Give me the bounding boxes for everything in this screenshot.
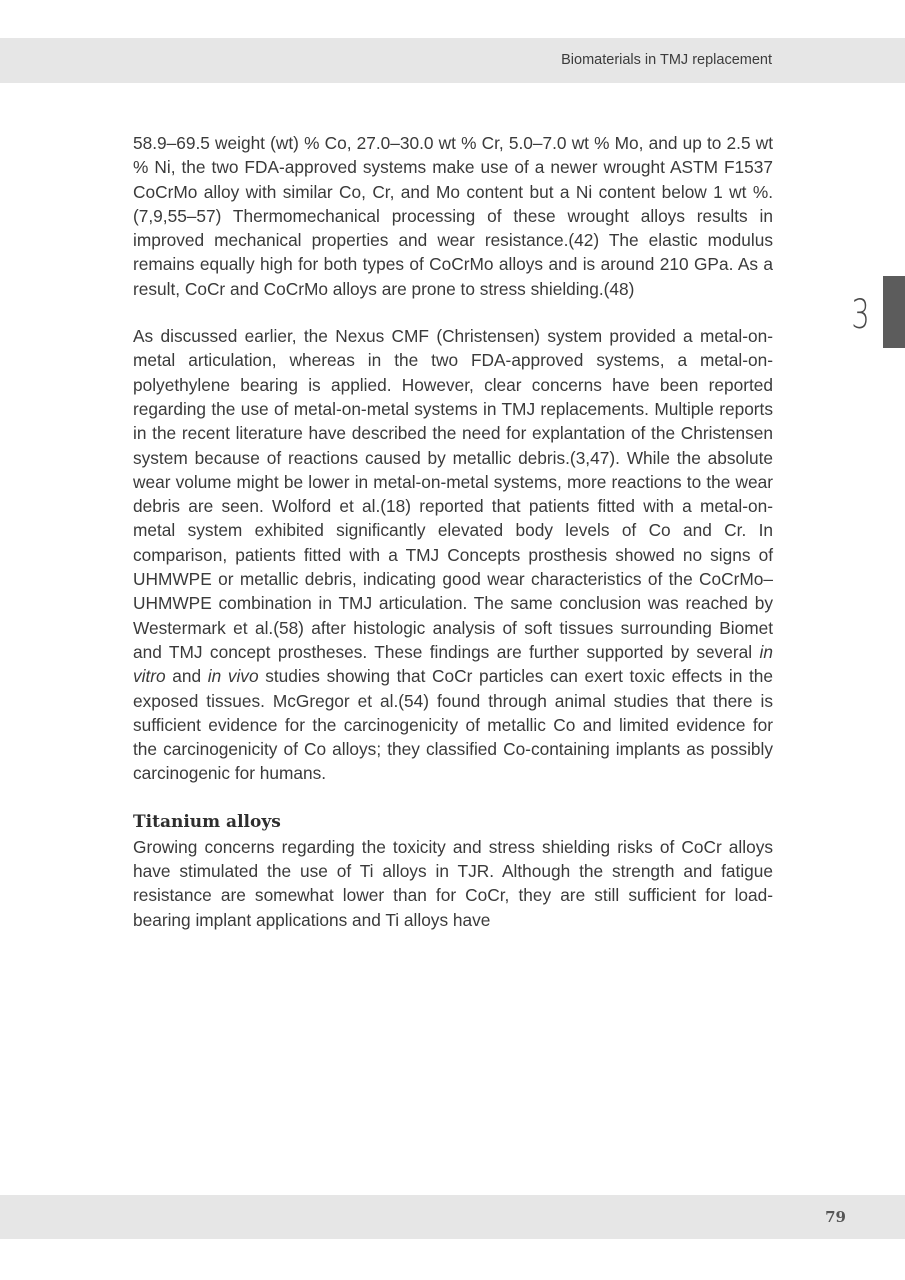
chapter-tab	[883, 276, 905, 348]
paragraph-2	[133, 324, 773, 786]
paragraph-2-part-3: studies showing that CoCr particles can exert toxic effects in the exposed tissues. McGregor et al.(54) found through animal studies that there is sufficient evidence for the carcinogenicity of metallic Co and limited evidence for the carcinogenicity of Co alloys; they classified Co-containing implants as possibly carcinogenic for humans.	[133, 666, 774, 784]
body-text	[133, 131, 773, 932]
paragraph-2-part-1: As discussed earlier, the Nexus CMF (Christensen) system provided a metal-on-metal articulation, whereas in the two FDA-approved systems, a metal-on-polyethylene bearing is applied. However, clear concerns have been reported regarding the use of metal-on-metal systems in TMJ replacements. Multiple reports in the recent literature have described the need for explantation of the Christensen system because of reactions caused by metallic debris.(3,47). While the absolute wear volume might be lower in metal-on-metal systems, more reactions to the wear debris are seen. Wolford et al.(18) reported that patients fitted with a metal-on-metal system exhibited significantly elevated body levels of Co and Cr. In comparison, patients fitted with a TMJ Concepts prosthesis showed no signs of UHMWPE or metallic debris, indicating good wear characteristics of the CoCrMo–UHMWPE combination in TMJ articulation. The same conclusion was reached by Westermark et al.(58) after histologic analysis of soft tissues surrounding Biomet and TMJ concept prostheses. These findings are further supported by several	[133, 326, 773, 662]
chapter-number: 3	[851, 292, 870, 338]
italic-in-vivo: in vivo	[207, 666, 259, 687]
paragraph-2-part-2: and	[165, 666, 208, 687]
page-number: 79	[825, 1208, 846, 1226]
paragraph-1: 58.9–69.5 weight (wt) % Co, 27.0–30.0 wt % Cr, 5.0–7.0 wt % Mo, and up to 2.5 wt % Ni, the two FDA-approved systems make use of a newer wrought ASTM F1537 CoCrMo alloy with similar Co, Cr, and Mo content but a Ni content below 1 wt %.(7,9,55–57) Thermomechanical processing of these wrought alloys results in improved mechanical properties and wear resistance.(42) The elastic modulus remains equally high for both types of CoCrMo alloys and is around 210 GPa. As a result, CoCr and CoCrMo alloys are prone to stress shielding.(48)	[133, 133, 773, 299]
paragraph-3: Growing concerns regarding the toxicity and stress shielding risks of CoCr alloys have stimulated the use of Ti alloys in TJR. Although the strength and fatigue resistance are somewhat lower than for CoCr, they are still sufficient for load-bearing implant applications and Ti alloys have	[133, 836, 773, 930]
italic-in-vitro: in vitro	[133, 641, 773, 687]
header-band	[0, 38, 905, 83]
running-head: Biomaterials in TMJ replacement	[561, 52, 772, 68]
footer-band	[0, 1195, 905, 1239]
section-heading: Titanium alloys	[133, 811, 281, 832]
